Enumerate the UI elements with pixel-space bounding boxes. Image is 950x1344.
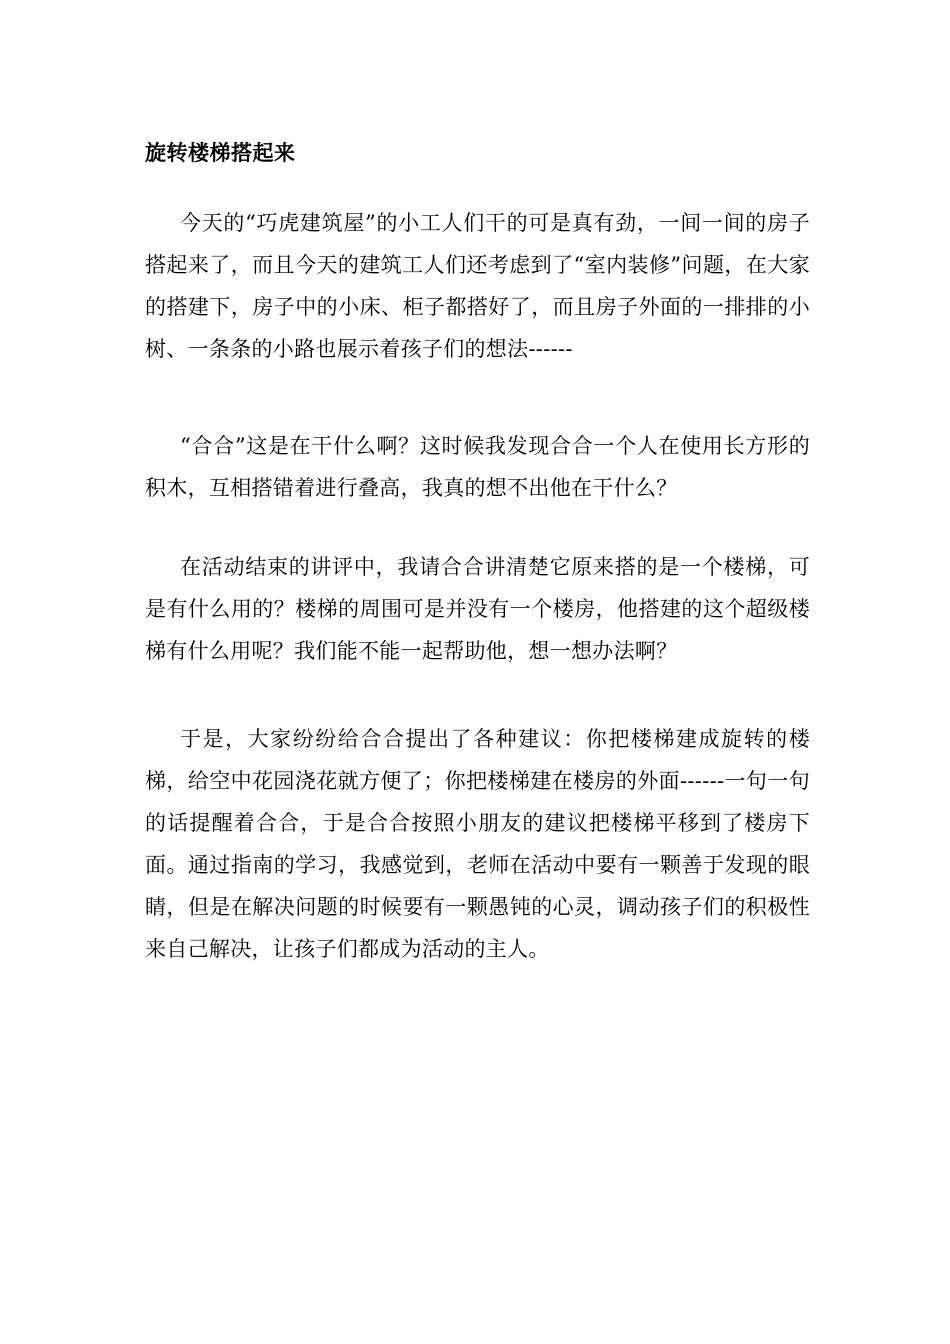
paragraph-1: 今天的“巧虎建筑屋”的小工人们干的可是真有劲，一间一间的房子搭起来了，而且今天的建筑工人们还考虑到了“室内装修”问题，在大家的搭建下，房子中的小床、柜子都搭好了，而且房子外面的一排排的小树、一条条的小路也展示着孩子们的想法------ [145, 211, 810, 361]
paragraph-2: “合合”这是在干什么啊？这时候我发现合合一个人在使用长方形的积木，互相搭错着进行叠高，我真的想不出他在干什么？ [145, 434, 810, 500]
document-title: 旋转楼梯搭起来 [145, 140, 296, 165]
paragraph-3: 在活动结束的讲评中，我请合合讲清楚它原来搭的是一个楼梯，可是有什么用的？楼梯的周围可是并没有一个楼房，他搭建的这个超级楼梯有什么用呢？我们能不能一起帮助他，想一想办法啊？ [145, 555, 810, 663]
paragraph-4: 于是，大家纷纷给合合提出了各种建议：你把楼梯建成旋转的楼梯，给空中花园浇花就方便了；你把楼梯建在楼房的外面------一句一句的话提醒着合合，于是合合按照小朋友的建议把楼梯平移到了楼房下面。通过指南的学习，我感觉到，老师在活动中要有一颗善于发现的眼睛，但是在解决问题的时候要有一颗愚钝的心灵，调动孩子们的积极性来自己解决，让孩子们都成为活动的主人。 [145, 727, 810, 961]
